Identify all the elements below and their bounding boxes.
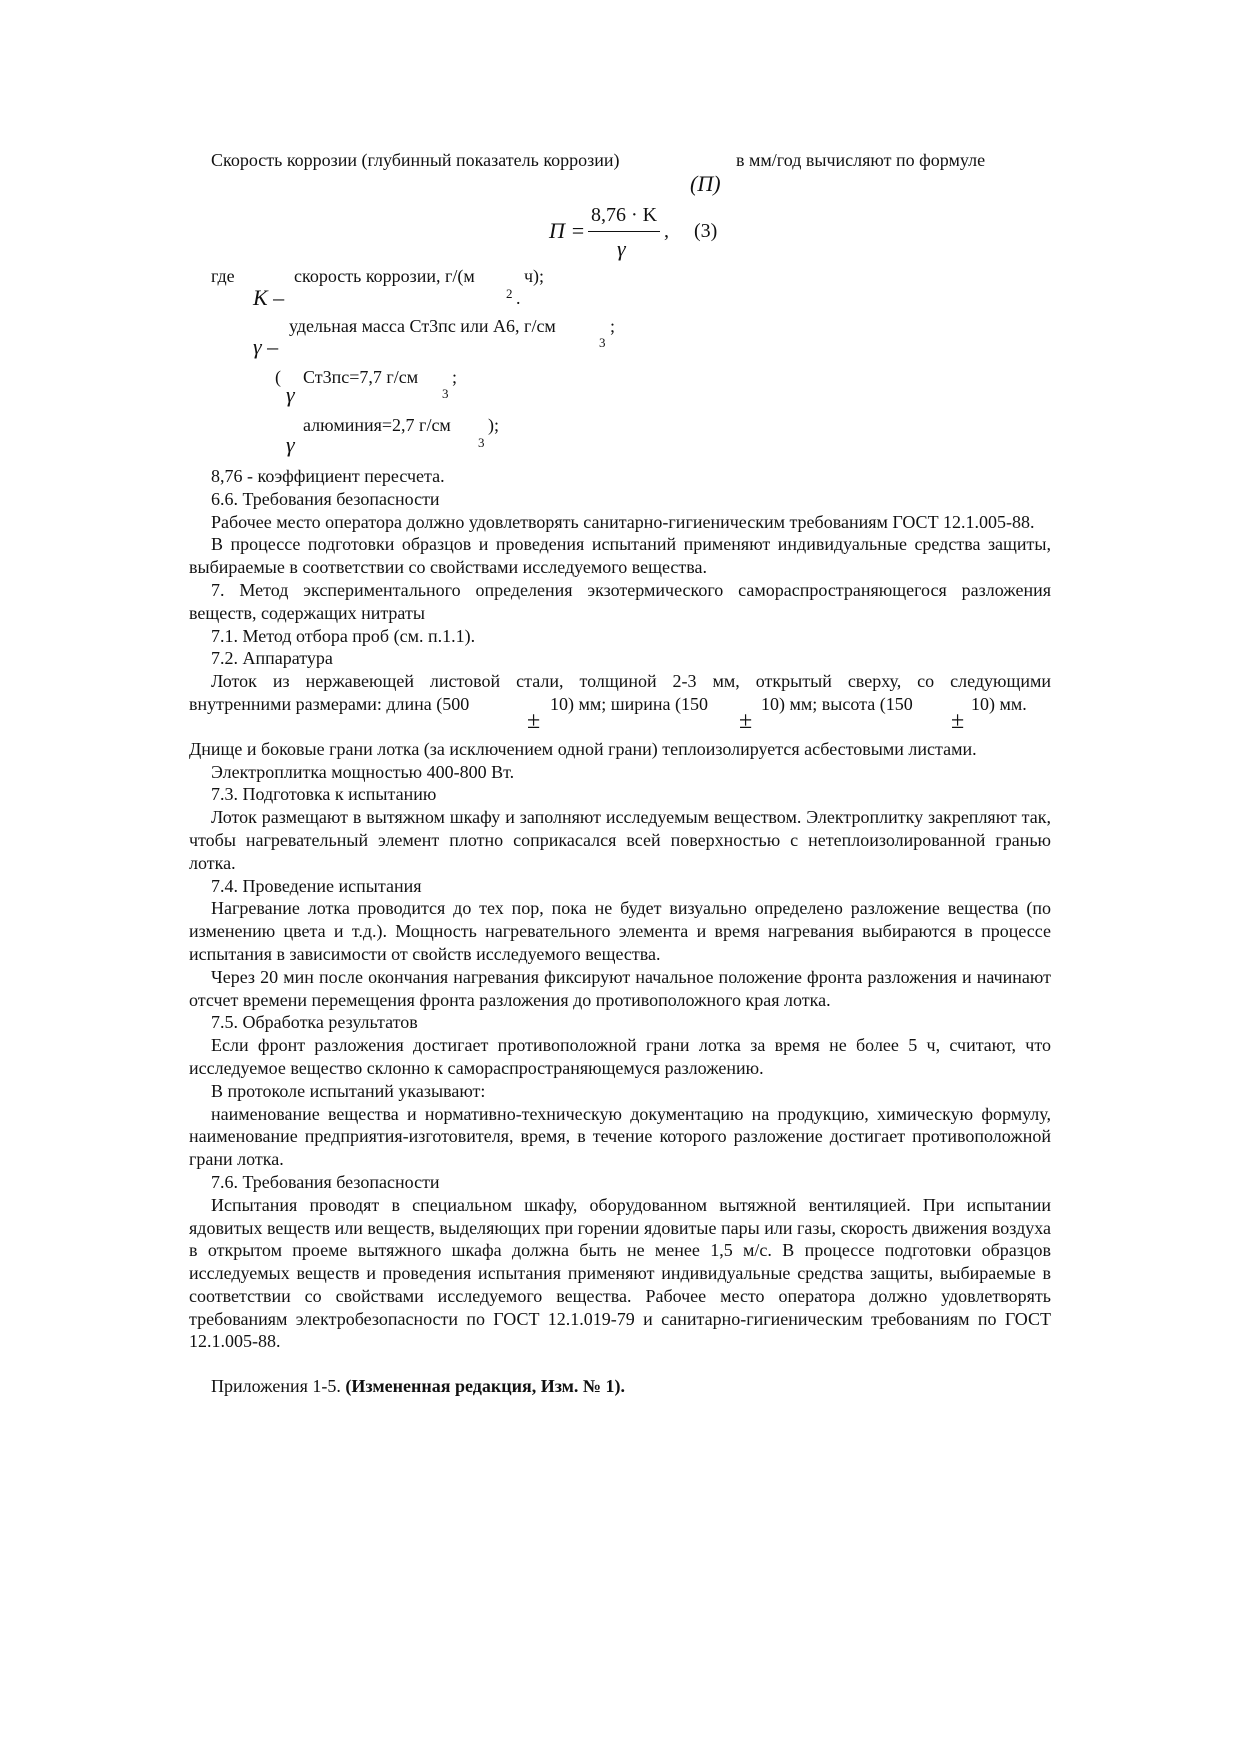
paragraph: наименование вещества и нормативно-техническую документацию на продукцию, химическую формулу, наименование предприятия-изготовителя, время, в течение которого разложение достигает противоположной грани лотка. bbox=[189, 1103, 1051, 1170]
section-heading: 6.6. Требования безопасности bbox=[211, 488, 440, 509]
tray-line-1: Лоток из нержавеющей листовой стали, толщиной 2-3 мм, открытый сверху, со следующими bbox=[211, 671, 1051, 692]
tray-line-3: Днище и боковые грани лотка (за исключением одной грани) теплоизолируется асбестовыми листами. bbox=[189, 738, 977, 759]
paragraph: В протоколе испытаний указывают: bbox=[211, 1080, 486, 1101]
plus-minus-icon: ± bbox=[739, 707, 753, 734]
tray-paragraph bbox=[189, 670, 1051, 760]
paragraph: Электроплитка мощностью 400-800 Вт. bbox=[211, 761, 515, 782]
section-heading: 7. Метод экспериментального определения экзотермического самораспространяющегося разложения веществ, содержащих нитраты bbox=[189, 579, 1051, 623]
k-dot: . bbox=[516, 288, 521, 308]
paragraph: В процессе подготовки образцов и проведения испытаний применяют индивидуальные средства защиты, выбираемые в соответствии со свойствами исследуемого вещества. bbox=[189, 534, 1051, 578]
section-heading: 7.6. Требования безопасности bbox=[211, 1171, 440, 1192]
k-sup: 2 bbox=[506, 286, 513, 301]
intro-text: Скорость коррозии (глубинный показатель коррозии) bbox=[211, 150, 620, 170]
intro-line-tail bbox=[736, 150, 985, 171]
gamma-definition: удельная масса Ст3пс или А6, г/см bbox=[289, 316, 556, 336]
k-end: ч); bbox=[524, 266, 545, 286]
paragraph: Если фронт разложения достигает противоположной грани лотка за время не более 5 ч, считают, что исследуемое вещество склонно к самораспространяющемуся разложению. bbox=[189, 1035, 1051, 1078]
gamma2-sup: 3 bbox=[478, 435, 485, 450]
gamma-symbol: γ – bbox=[253, 334, 279, 359]
section-heading: 7.5. Обработка результатов bbox=[211, 1012, 418, 1033]
where-word: где bbox=[211, 266, 235, 286]
gamma2-symbol: γ bbox=[286, 432, 295, 457]
paragraph: Лоток размещают в вытяжном шкафу и заполняют исследуемым веществом. Электроплитку закрепляют так, чтобы нагревательный элемент плотно соприкасался всей поверхностью с нетеплоизолированной гранью лотка. bbox=[189, 807, 1051, 873]
paragraph: Испытания проводят в специальном шкафу, оборудованном вытяжной вентиляцией. При испытании ядовитых веществ или веществ, выделяющих при горении ядовитые пары или газы, скорость движения воздуха в открытом проеме вытяжного шкафа должна быть не менее 1,5 м/с. В процессе подготовки образцов исследуемых веществ и проведения испытания применяют индивидуальные средства защиты, выбираемые в соответствии со свойствами исследуемого вещества. Рабочее место оператора должно удовлетворять требованиям электробезопасности по ГОСТ 12.1.019-79 и санитарно-гигиеническим требованиям по ГОСТ 12.1.005-88. bbox=[189, 1194, 1051, 1352]
section-heading: 7.3. Подготовка к испытанию bbox=[211, 784, 437, 805]
section-heading: 7.2. Аппаратура bbox=[211, 648, 333, 669]
paragraph: Через 20 мин после окончания нагревания фиксируют начальное положение фронта разложения и начинают отсчет времени перемещения фронта разложения до противоположного края лотка. bbox=[189, 966, 1051, 1010]
tray-length: внутренними размерами: длина (500 bbox=[189, 693, 470, 714]
tray-line-2 bbox=[189, 693, 1051, 716]
appendix-plain: Приложения 1-5. bbox=[211, 1376, 341, 1397]
paragraph: 8,76 - коэффициент пересчета. bbox=[211, 466, 445, 486]
intro-line bbox=[211, 150, 620, 171]
formula-numerator: 8,76 · K bbox=[591, 204, 658, 226]
tray-end: 10) мм. bbox=[971, 693, 1027, 714]
formula-number: (3) bbox=[694, 220, 718, 242]
section-heading: 7.4. Проведение испытания bbox=[211, 875, 422, 896]
paragraph: Рабочее место оператора должно удовлетворять санитарно-гигиеническим требованиям ГОСТ 12.1.005-88. bbox=[211, 511, 1035, 532]
formula-lhs: П = bbox=[549, 218, 586, 243]
plus-minus-icon: ± bbox=[951, 707, 965, 734]
tray-width: 10) мм; ширина (150 bbox=[550, 693, 709, 714]
formula-denominator: γ bbox=[617, 236, 626, 261]
gamma-end: ; bbox=[610, 316, 616, 336]
gamma-sup: 3 bbox=[599, 335, 606, 350]
appendix-note bbox=[189, 1375, 1051, 1398]
k-symbol: K – bbox=[253, 285, 285, 310]
paragraph: Нагревание лотка проводится до тех пор, пока не будет визуально определено разложение вещества (по изменению цвета и т.д.). Мощность нагревательного элемента и время нагревания выбираются в процессе испытания в зависимости от свойств исследуемого вещества. bbox=[189, 898, 1051, 964]
gamma2-end: ); bbox=[488, 415, 499, 435]
fraction-bar bbox=[588, 231, 660, 232]
gamma1-symbol: γ bbox=[286, 382, 295, 407]
tray-height: 10) мм; высота (150 bbox=[761, 693, 913, 714]
k-definition: скорость коррозии, г/(м bbox=[294, 266, 475, 286]
section-heading: 7.1. Метод отбора проб (см. п.1.1). bbox=[211, 625, 476, 646]
formula-comma: , bbox=[664, 220, 669, 242]
plus-minus-icon: ± bbox=[527, 707, 541, 734]
gamma1-open: ( bbox=[275, 367, 281, 387]
appendix-bold: (Измененная редакция, Изм. № 1). bbox=[345, 1376, 626, 1397]
intro-tail-text: в мм/год вычисляют по формуле bbox=[736, 150, 986, 170]
pm-row bbox=[189, 707, 1051, 738]
document-body bbox=[189, 465, 1051, 1398]
gamma1-text: Ст3пс=7,7 г/см bbox=[303, 367, 419, 387]
gamma1-sup: 3 bbox=[442, 386, 449, 401]
intro-var-p: (П) bbox=[690, 171, 721, 196]
gamma1-end: ; bbox=[452, 367, 458, 387]
gamma2-text: алюминия=2,7 г/см bbox=[303, 415, 451, 435]
